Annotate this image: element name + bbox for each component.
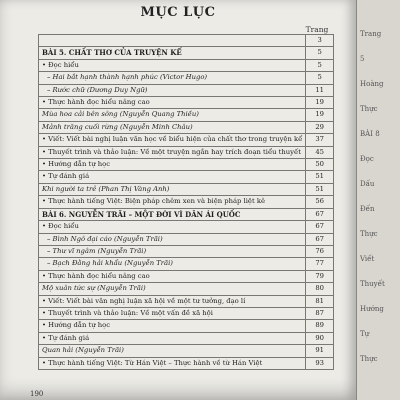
toc-row [39, 332, 334, 344]
toc-entry-title: – Hai bắt hạnh thành hạnh phúc (Victor Hugo) [39, 72, 306, 84]
toc-row [39, 295, 334, 307]
toc-entry-title: • Viết: Viết bài văn nghị luận xã hội về một tư tưởng, đạo lí [39, 295, 306, 307]
toc-entry-page: 67 [306, 208, 334, 220]
toc-entry-title: Khi người ta trẻ (Phan Thị Vàng Anh) [39, 183, 306, 195]
toc-row [39, 270, 334, 282]
toc-entry-page: 19 [306, 97, 334, 109]
toc-entry-page: 89 [306, 320, 334, 332]
toc-entry-title: • Đọc hiểu [39, 221, 306, 233]
toc-entry-title: • Thực hành tiếng Việt: Biện pháp chêm xen và biện pháp liệt kê [39, 196, 306, 208]
adjacent-page-fragment: Hướng [360, 305, 384, 313]
adjacent-page-fragment: BÀI 8 [360, 130, 380, 138]
toc-entry-page: 76 [306, 245, 334, 257]
toc-entry-page: 77 [306, 258, 334, 270]
toc-entry-page: 5 [306, 47, 334, 59]
toc-entry-title: – Bạch Đằng hải khẩu (Nguyễn Trãi) [39, 258, 306, 270]
toc-entry-title: • Thực hành tiếng Việt: Từ Hán Việt – Thực hành về từ Hán Việt [39, 357, 306, 369]
toc-entry-title: • Tự đánh giá [39, 171, 306, 183]
toc-entry-page: 81 [306, 295, 334, 307]
toc-row [39, 171, 334, 183]
toc-entry-page: 45 [306, 146, 334, 158]
toc-entry-page: 29 [306, 121, 334, 133]
toc-entry-title: • Đọc hiểu [39, 59, 306, 71]
toc-row [39, 307, 334, 319]
toc-entry-title: • Thuyết trình và thảo luận: Về một truyện ngắn hay trích đoạn tiểu thuyết [39, 146, 306, 158]
toc-row [39, 84, 334, 96]
toc-row [39, 357, 334, 369]
adjacent-page-fragment: Viết [360, 255, 375, 263]
toc-entry-page: 5 [306, 59, 334, 71]
toc-entry-page: 51 [306, 183, 334, 195]
toc-entry-title: • Hướng dẫn tự học [39, 320, 306, 332]
toc-entry-page: 50 [306, 159, 334, 171]
toc-entry-title: • Thực hành đọc hiểu nâng cao [39, 270, 306, 282]
toc-entry-title: Mùa hoa cải bên sông (Nguyễn Quang Thiều) [39, 109, 306, 121]
toc-entry-title: • Thực hành đọc hiểu nâng cao [39, 97, 306, 109]
toc-table [38, 34, 334, 370]
toc-entry-title: – Rước chữ (Dương Duy Ngữ) [39, 84, 306, 96]
toc-entry-page: 67 [306, 221, 334, 233]
adjacent-page-fragment: Đọc [360, 155, 374, 163]
page-number: 190 [30, 390, 44, 398]
toc-row [39, 258, 334, 270]
page-column-label: Trang [305, 25, 329, 34]
toc-row [39, 134, 334, 146]
adjacent-page-fragment: Hoàng [360, 80, 384, 88]
toc-entry-title: – Bình Ngô đại cáo (Nguyễn Trãi) [39, 233, 306, 245]
adjacent-page-fragment: Thực [360, 230, 378, 238]
toc-row [39, 47, 334, 59]
toc-entry-page: 67 [306, 233, 334, 245]
toc-row [39, 345, 334, 357]
toc-entry-page: 19 [306, 109, 334, 121]
toc-row [39, 221, 334, 233]
toc-entry-title: • Tự đánh giá [39, 332, 306, 344]
adjacent-page-fragment: Trang [360, 30, 382, 38]
adjacent-page-fragment: Thực [360, 105, 378, 113]
toc-entry-page: 87 [306, 307, 334, 319]
toc-row [39, 97, 334, 109]
toc-row [39, 59, 334, 71]
adjacent-page-fragment: Dấu [360, 180, 375, 188]
toc-entry-title: Mảnh trăng cuối rừng (Nguyễn Minh Châu) [39, 121, 306, 133]
toc-entry-page: 91 [306, 345, 334, 357]
adjacent-page-fragment: Thực [360, 355, 378, 363]
toc-entry-page: 37 [306, 134, 334, 146]
toc-entry-page: 80 [306, 283, 334, 295]
toc-entry-title: • Thuyết trình và thảo luận: Về một vấn đề xã hội [39, 307, 306, 319]
adjacent-page [356, 0, 400, 400]
adjacent-page-fragment: Thuyết [360, 280, 385, 288]
toc-entry-title: BÀI 6. NGUYỄN TRÃI – MỘT ĐỜI VÌ DÂN ÁI QUỐC [39, 208, 306, 220]
adjacent-page-fragment: Đến [360, 205, 375, 213]
toc-entry-page: 11 [306, 84, 334, 96]
toc-row [39, 283, 334, 295]
toc-entry-title: Mộ xuân tức sự (Nguyễn Trãi) [39, 283, 306, 295]
toc-row [39, 146, 334, 158]
toc-entry-page: 56 [306, 196, 334, 208]
toc-entry-page: 51 [306, 171, 334, 183]
toc-row [39, 159, 334, 171]
toc-entry-title: Quan hải (Nguyễn Trãi) [39, 345, 306, 357]
adjacent-page-fragment: Tự [360, 330, 370, 338]
toc-entry-page: 79 [306, 270, 334, 282]
page-title: MỤC LỤC [140, 5, 216, 20]
toc-row [39, 320, 334, 332]
toc-entry-page: 5 [306, 72, 334, 84]
toc-entry-title: – Thư vĩ ngâm (Nguyễn Trãi) [39, 245, 306, 257]
toc-row [39, 245, 334, 257]
toc-entry-page: 3 [306, 35, 334, 47]
toc-entry-title [39, 35, 306, 47]
toc-entry-page: 90 [306, 332, 334, 344]
toc-entry-title: • Viết: Viết bài nghị luận văn học về biểu hiện của chất thơ trong truyện kể [39, 134, 306, 146]
toc-row [39, 35, 334, 47]
toc-entry-title: • Hướng dẫn tự học [39, 159, 306, 171]
toc-row [39, 208, 334, 220]
toc-row [39, 109, 334, 121]
toc-entry-title: BÀI 5. CHẤT THƠ CỦA TRUYỆN KỂ [39, 47, 306, 59]
adjacent-page-fragment: 5 [360, 55, 365, 63]
toc-row [39, 72, 334, 84]
toc-row [39, 233, 334, 245]
toc-row [39, 121, 334, 133]
toc-row [39, 183, 334, 195]
toc-entry-page: 93 [306, 357, 334, 369]
toc-row [39, 196, 334, 208]
